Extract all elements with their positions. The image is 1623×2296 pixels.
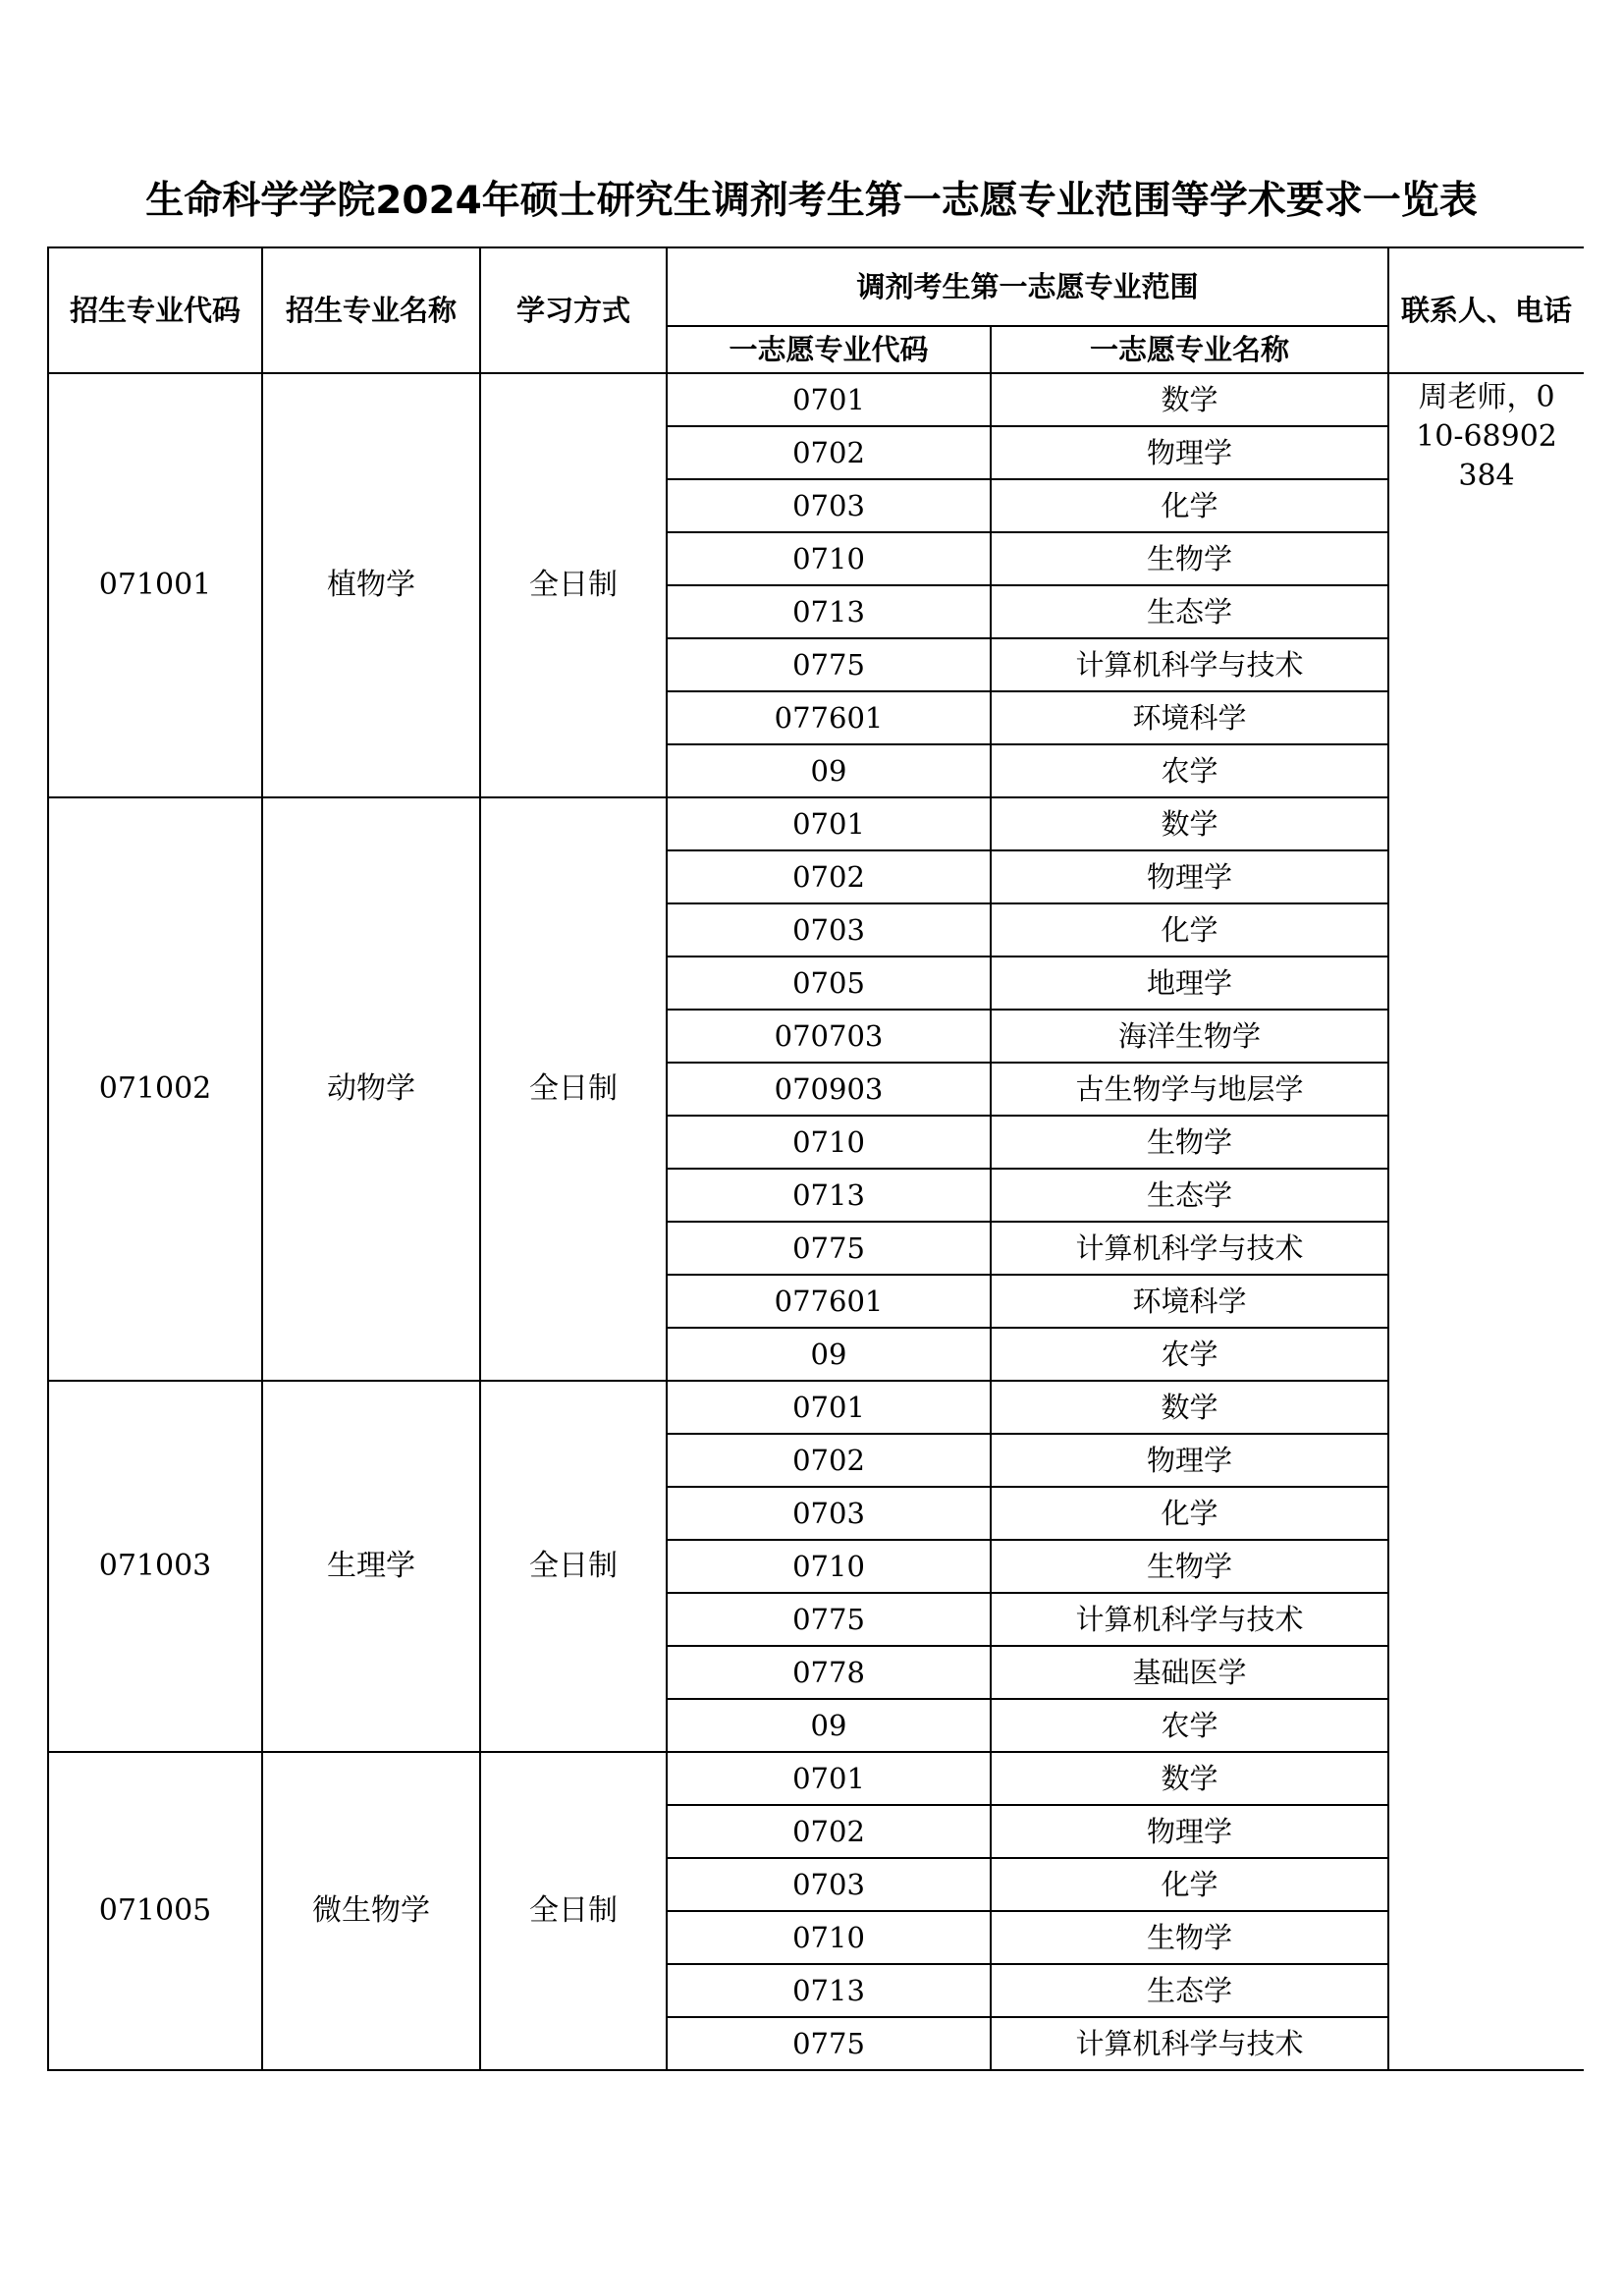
first-choice-code-cell: 0775 bbox=[667, 1222, 991, 1275]
first-choice-code-cell: 0702 bbox=[667, 1434, 991, 1487]
contact-cell: 周老师，010-68902384 bbox=[1388, 373, 1584, 2070]
first-choice-code-cell: 070703 bbox=[667, 1010, 991, 1063]
table-row bbox=[48, 1381, 1584, 1434]
first-choice-name-cell: 化学 bbox=[991, 1858, 1388, 1911]
first-choice-name-cell: 物理学 bbox=[991, 1434, 1388, 1487]
header-study-mode: 学习方式 bbox=[480, 247, 667, 373]
first-choice-code-cell: 09 bbox=[667, 744, 991, 797]
major-name-cell: 生理学 bbox=[262, 1381, 480, 1752]
first-choice-code-cell: 0710 bbox=[667, 1540, 991, 1593]
first-choice-name-cell: 计算机科学与技术 bbox=[991, 638, 1388, 691]
first-choice-name-cell: 海洋生物学 bbox=[991, 1010, 1388, 1063]
major-code-cell: 071003 bbox=[48, 1381, 262, 1752]
first-choice-name-cell: 物理学 bbox=[991, 426, 1388, 479]
first-choice-code-cell: 0713 bbox=[667, 585, 991, 638]
first-choice-code-cell: 0701 bbox=[667, 373, 991, 426]
major-code-cell: 071002 bbox=[48, 797, 262, 1381]
header-first-choice-code: 一志愿专业代码 bbox=[667, 326, 991, 373]
first-choice-code-cell: 0710 bbox=[667, 1911, 991, 1964]
first-choice-name-cell: 化学 bbox=[991, 903, 1388, 957]
first-choice-name-cell: 计算机科学与技术 bbox=[991, 1222, 1388, 1275]
first-choice-name-cell: 生态学 bbox=[991, 1169, 1388, 1222]
header-major-name: 招生专业名称 bbox=[262, 247, 480, 373]
header-first-choice-name: 一志愿专业名称 bbox=[991, 326, 1388, 373]
study-mode-cell: 全日制 bbox=[480, 373, 667, 797]
adjustment-table bbox=[47, 246, 1584, 2071]
first-choice-code-cell: 0710 bbox=[667, 532, 991, 585]
first-choice-name-cell: 基础医学 bbox=[991, 1646, 1388, 1699]
table-row bbox=[48, 797, 1584, 850]
first-choice-code-cell: 077601 bbox=[667, 1275, 991, 1328]
first-choice-name-cell: 生物学 bbox=[991, 1911, 1388, 1964]
first-choice-code-cell: 0701 bbox=[667, 1752, 991, 1805]
first-choice-code-cell: 0701 bbox=[667, 1381, 991, 1434]
first-choice-code-cell: 0701 bbox=[667, 797, 991, 850]
page-bottom-margin bbox=[0, 2132, 1623, 2296]
first-choice-name-cell: 环境科学 bbox=[991, 1275, 1388, 1328]
header-first-choice-range: 调剂考生第一志愿专业范围 bbox=[667, 247, 1388, 326]
major-code-cell: 071001 bbox=[48, 373, 262, 797]
first-choice-name-cell: 物理学 bbox=[991, 850, 1388, 903]
first-choice-code-cell: 0703 bbox=[667, 903, 991, 957]
first-choice-name-cell: 计算机科学与技术 bbox=[991, 1593, 1388, 1646]
study-mode-cell: 全日制 bbox=[480, 1381, 667, 1752]
first-choice-name-cell: 地理学 bbox=[991, 957, 1388, 1010]
header-major-code: 招生专业代码 bbox=[48, 247, 262, 373]
header-contact: 联系人、电话 bbox=[1388, 247, 1584, 373]
first-choice-code-cell: 0703 bbox=[667, 1487, 991, 1540]
first-choice-name-cell: 生态学 bbox=[991, 1964, 1388, 2017]
first-choice-name-cell: 生物学 bbox=[991, 532, 1388, 585]
first-choice-name-cell: 生态学 bbox=[991, 585, 1388, 638]
first-choice-name-cell: 化学 bbox=[991, 1487, 1388, 1540]
first-choice-name-cell: 化学 bbox=[991, 479, 1388, 532]
first-choice-code-cell: 0775 bbox=[667, 1593, 991, 1646]
first-choice-name-cell: 生物学 bbox=[991, 1116, 1388, 1169]
first-choice-name-cell: 农学 bbox=[991, 744, 1388, 797]
major-code-cell: 071005 bbox=[48, 1752, 262, 2070]
first-choice-code-cell: 0705 bbox=[667, 957, 991, 1010]
table-row bbox=[48, 373, 1584, 426]
major-name-cell: 微生物学 bbox=[262, 1752, 480, 2070]
first-choice-name-cell: 农学 bbox=[991, 1328, 1388, 1381]
major-name-cell: 植物学 bbox=[262, 373, 480, 797]
first-choice-name-cell: 农学 bbox=[991, 1699, 1388, 1752]
first-choice-code-cell: 09 bbox=[667, 1328, 991, 1381]
first-choice-name-cell: 数学 bbox=[991, 1752, 1388, 1805]
first-choice-name-cell: 古生物学与地层学 bbox=[991, 1063, 1388, 1116]
first-choice-code-cell: 0710 bbox=[667, 1116, 991, 1169]
first-choice-code-cell: 0703 bbox=[667, 1858, 991, 1911]
adjustment-table-container bbox=[47, 246, 1584, 2132]
first-choice-name-cell: 计算机科学与技术 bbox=[991, 2017, 1388, 2070]
first-choice-code-cell: 09 bbox=[667, 1699, 991, 1752]
first-choice-code-cell: 0778 bbox=[667, 1646, 991, 1699]
first-choice-code-cell: 070903 bbox=[667, 1063, 991, 1116]
first-choice-code-cell: 0702 bbox=[667, 1805, 991, 1858]
first-choice-name-cell: 数学 bbox=[991, 1381, 1388, 1434]
first-choice-code-cell: 0702 bbox=[667, 426, 991, 479]
first-choice-code-cell: 0703 bbox=[667, 479, 991, 532]
study-mode-cell: 全日制 bbox=[480, 797, 667, 1381]
table-row bbox=[48, 1752, 1584, 1805]
first-choice-code-cell: 0713 bbox=[667, 1169, 991, 1222]
header-row bbox=[48, 247, 1584, 326]
page-title: 生命科学学院2024年硕士研究生调剂考生第一志愿专业范围等学术要求一览表 bbox=[145, 179, 1478, 223]
first-choice-name-cell: 数学 bbox=[991, 797, 1388, 850]
first-choice-code-cell: 077601 bbox=[667, 691, 991, 744]
first-choice-name-cell: 物理学 bbox=[991, 1805, 1388, 1858]
study-mode-cell: 全日制 bbox=[480, 1752, 667, 2070]
first-choice-code-cell: 0775 bbox=[667, 2017, 991, 2070]
first-choice-name-cell: 环境科学 bbox=[991, 691, 1388, 744]
first-choice-name-cell: 数学 bbox=[991, 373, 1388, 426]
major-name-cell: 动物学 bbox=[262, 797, 480, 1381]
table-body bbox=[48, 373, 1584, 2070]
first-choice-code-cell: 0713 bbox=[667, 1964, 991, 2017]
first-choice-code-cell: 0775 bbox=[667, 638, 991, 691]
first-choice-name-cell: 生物学 bbox=[991, 1540, 1388, 1593]
first-choice-code-cell: 0702 bbox=[667, 850, 991, 903]
